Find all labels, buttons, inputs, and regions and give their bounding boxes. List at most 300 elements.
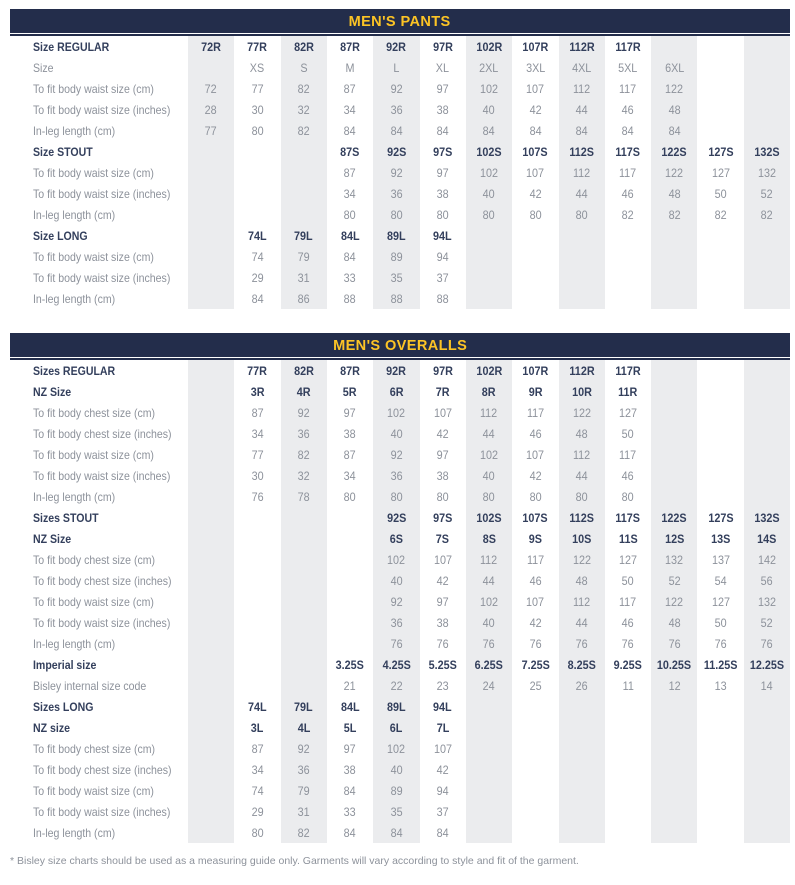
size-value: 92R bbox=[386, 363, 407, 378]
size-value: XL bbox=[436, 60, 450, 75]
size-value: 82 bbox=[297, 447, 310, 462]
size-cell bbox=[512, 675, 558, 696]
size-cell bbox=[188, 99, 234, 120]
size-cell bbox=[234, 612, 280, 633]
size-cell bbox=[651, 549, 697, 570]
size-cell bbox=[327, 162, 373, 183]
size-value: 112S bbox=[569, 144, 594, 159]
size-value: 132 bbox=[757, 594, 776, 609]
size-value: 127 bbox=[711, 594, 730, 609]
size-cell bbox=[744, 591, 790, 612]
row-label-text: To fit body chest size (cm) bbox=[33, 552, 156, 567]
size-value: 8R bbox=[482, 384, 496, 399]
row-label bbox=[10, 528, 188, 549]
size-cell bbox=[605, 246, 651, 267]
size-cell bbox=[651, 120, 697, 141]
size-cell bbox=[744, 36, 790, 57]
size-cell bbox=[373, 528, 419, 549]
size-value: 84 bbox=[436, 123, 449, 138]
size-cell bbox=[559, 738, 605, 759]
size-cell bbox=[512, 141, 558, 162]
size-cell bbox=[651, 162, 697, 183]
size-value: 42 bbox=[436, 762, 449, 777]
size-cell bbox=[281, 402, 327, 423]
size-cell bbox=[697, 162, 743, 183]
size-cell bbox=[420, 654, 466, 675]
size-cell bbox=[234, 36, 280, 57]
row-label bbox=[10, 570, 188, 591]
size-cell bbox=[281, 78, 327, 99]
size-value: 97 bbox=[436, 594, 449, 609]
size-cell bbox=[234, 288, 280, 309]
size-value: 107 bbox=[433, 741, 452, 756]
size-cell bbox=[651, 612, 697, 633]
size-cell bbox=[559, 57, 605, 78]
size-cell bbox=[697, 204, 743, 225]
row-label-text: To fit body waist size (cm) bbox=[33, 783, 154, 798]
size-value: 107 bbox=[526, 165, 545, 180]
size-value: 122 bbox=[665, 594, 684, 609]
size-value: 36 bbox=[390, 102, 403, 117]
size-value: 14S bbox=[757, 531, 777, 546]
size-value: 82 bbox=[297, 123, 310, 138]
size-cell bbox=[512, 225, 558, 246]
row-label-text: In-leg length (cm) bbox=[33, 489, 116, 504]
size-cell bbox=[744, 801, 790, 822]
size-cell bbox=[373, 465, 419, 486]
size-cell bbox=[559, 183, 605, 204]
size-value: 7R bbox=[435, 384, 450, 399]
size-cell bbox=[559, 507, 605, 528]
size-value: 122 bbox=[572, 552, 591, 567]
size-value: 46 bbox=[621, 468, 634, 483]
size-value: 97R bbox=[432, 39, 453, 54]
size-value: 107R bbox=[522, 39, 549, 54]
size-value: 12.25S bbox=[749, 657, 785, 672]
size-cell bbox=[697, 780, 743, 801]
size-cell bbox=[512, 360, 558, 381]
row-label-text: To fit body waist size (cm) bbox=[33, 594, 154, 609]
size-value: 3L bbox=[251, 720, 264, 735]
size-cell bbox=[188, 423, 234, 444]
row-label bbox=[10, 822, 188, 843]
size-cell bbox=[512, 591, 558, 612]
size-cell bbox=[327, 591, 373, 612]
size-cell bbox=[605, 99, 651, 120]
size-value: 92 bbox=[297, 405, 310, 420]
size-cell bbox=[651, 822, 697, 843]
mens-pants-table bbox=[10, 9, 790, 309]
row-label-text: To fit body waist size (inches) bbox=[33, 468, 171, 483]
size-cell bbox=[188, 120, 234, 141]
size-value: 76 bbox=[483, 636, 496, 651]
size-cell bbox=[234, 381, 280, 402]
size-cell bbox=[466, 162, 512, 183]
size-cell bbox=[281, 654, 327, 675]
size-value: 122S bbox=[661, 144, 687, 159]
size-cell bbox=[697, 675, 743, 696]
size-value: 76 bbox=[668, 636, 681, 651]
size-cell bbox=[605, 183, 651, 204]
size-value: 102S bbox=[476, 510, 502, 525]
row-label-text: In-leg length (cm) bbox=[33, 207, 116, 222]
size-value: 22 bbox=[390, 678, 403, 693]
size-cell bbox=[373, 486, 419, 507]
size-value: 5XL bbox=[618, 60, 638, 75]
size-cell bbox=[559, 204, 605, 225]
row-label bbox=[10, 120, 188, 141]
size-cell bbox=[605, 78, 651, 99]
size-value: 34 bbox=[344, 468, 357, 483]
size-cell bbox=[188, 633, 234, 654]
size-cell bbox=[188, 444, 234, 465]
size-value: 76 bbox=[251, 489, 264, 504]
size-cell bbox=[559, 381, 605, 402]
size-cell bbox=[744, 738, 790, 759]
size-value: 72 bbox=[205, 81, 218, 96]
size-cell bbox=[605, 591, 651, 612]
size-cell bbox=[651, 465, 697, 486]
row-label bbox=[10, 36, 188, 57]
size-cell bbox=[559, 570, 605, 591]
size-value: 87S bbox=[340, 144, 360, 159]
size-value: 21 bbox=[344, 678, 357, 693]
row-label bbox=[10, 225, 188, 246]
size-cell bbox=[605, 528, 651, 549]
size-cell bbox=[327, 801, 373, 822]
size-value: 82 bbox=[668, 207, 681, 222]
size-cell bbox=[466, 99, 512, 120]
size-cell bbox=[420, 507, 466, 528]
size-cell bbox=[605, 444, 651, 465]
size-cell bbox=[373, 246, 419, 267]
size-cell bbox=[744, 528, 790, 549]
size-cell bbox=[651, 204, 697, 225]
size-cell bbox=[697, 99, 743, 120]
size-cell bbox=[373, 570, 419, 591]
size-value: 97 bbox=[344, 741, 357, 756]
size-cell bbox=[697, 360, 743, 381]
size-cell bbox=[281, 507, 327, 528]
size-value: 84L bbox=[340, 699, 360, 714]
size-value: 11R bbox=[618, 384, 638, 399]
size-value: 88 bbox=[344, 291, 357, 306]
size-value: 132 bbox=[665, 552, 684, 567]
size-cell bbox=[373, 120, 419, 141]
size-cell bbox=[373, 675, 419, 696]
size-cell bbox=[373, 801, 419, 822]
size-value: 84 bbox=[621, 123, 634, 138]
size-cell bbox=[327, 225, 373, 246]
size-cell bbox=[327, 696, 373, 717]
size-cell bbox=[327, 423, 373, 444]
table-row bbox=[10, 801, 790, 822]
size-cell bbox=[420, 36, 466, 57]
table-row bbox=[10, 612, 790, 633]
size-cell bbox=[605, 465, 651, 486]
size-cell bbox=[281, 759, 327, 780]
size-cell bbox=[281, 549, 327, 570]
size-cell bbox=[697, 141, 743, 162]
row-label-text: To fit body chest size (inches) bbox=[33, 573, 172, 588]
size-value: 34 bbox=[344, 102, 357, 117]
size-value: 52 bbox=[760, 615, 773, 630]
size-cell bbox=[512, 267, 558, 288]
size-cell bbox=[281, 591, 327, 612]
size-cell bbox=[559, 801, 605, 822]
size-cell bbox=[605, 36, 651, 57]
size-value: 117 bbox=[526, 552, 544, 567]
size-cell bbox=[559, 99, 605, 120]
size-value: 35 bbox=[390, 804, 403, 819]
size-cell bbox=[188, 759, 234, 780]
size-value: 29 bbox=[251, 270, 264, 285]
size-cell bbox=[559, 120, 605, 141]
size-cell bbox=[327, 402, 373, 423]
size-cell bbox=[373, 654, 419, 675]
size-cell bbox=[373, 183, 419, 204]
row-label bbox=[10, 633, 188, 654]
table-row bbox=[10, 780, 790, 801]
size-value: 42 bbox=[436, 573, 449, 588]
size-cell bbox=[327, 57, 373, 78]
size-cell bbox=[744, 549, 790, 570]
size-cell bbox=[744, 759, 790, 780]
size-value: 50 bbox=[714, 615, 727, 630]
size-cell bbox=[281, 267, 327, 288]
size-cell bbox=[420, 612, 466, 633]
size-cell bbox=[651, 402, 697, 423]
size-value: 50 bbox=[621, 426, 634, 441]
size-value: 38 bbox=[436, 615, 449, 630]
table-row bbox=[10, 822, 790, 843]
size-cell bbox=[373, 288, 419, 309]
size-cell bbox=[281, 99, 327, 120]
size-value: 46 bbox=[621, 102, 634, 117]
size-value: 84 bbox=[344, 249, 357, 264]
size-cell bbox=[373, 162, 419, 183]
size-cell bbox=[420, 99, 466, 120]
row-label bbox=[10, 423, 188, 444]
size-value: 37 bbox=[436, 804, 449, 819]
size-cell bbox=[420, 738, 466, 759]
size-cell bbox=[466, 570, 512, 591]
size-cell bbox=[466, 507, 512, 528]
table-row bbox=[10, 246, 790, 267]
size-cell bbox=[188, 654, 234, 675]
size-value: 117 bbox=[619, 165, 637, 180]
size-cell bbox=[466, 633, 512, 654]
size-value: 12S bbox=[664, 531, 684, 546]
size-cell bbox=[697, 549, 743, 570]
size-cell bbox=[559, 267, 605, 288]
size-cell bbox=[188, 381, 234, 402]
size-value: 84 bbox=[436, 825, 449, 840]
size-cell bbox=[744, 423, 790, 444]
size-value: 112R bbox=[569, 363, 595, 378]
size-cell bbox=[697, 822, 743, 843]
size-cell bbox=[373, 141, 419, 162]
size-cell bbox=[373, 780, 419, 801]
size-value: 13 bbox=[714, 678, 727, 693]
size-value: 92 bbox=[390, 594, 403, 609]
row-label bbox=[10, 801, 188, 822]
size-cell bbox=[512, 204, 558, 225]
size-value: 38 bbox=[436, 468, 449, 483]
size-cell bbox=[234, 591, 280, 612]
size-cell bbox=[234, 120, 280, 141]
row-label bbox=[10, 78, 188, 99]
row-label-text: To fit body waist size (inches) bbox=[33, 270, 171, 285]
size-value: 42 bbox=[529, 468, 542, 483]
size-cell bbox=[605, 654, 651, 675]
size-value: 84 bbox=[344, 123, 357, 138]
size-cell bbox=[512, 465, 558, 486]
size-cell bbox=[744, 225, 790, 246]
size-value: 107 bbox=[526, 447, 545, 462]
size-cell bbox=[466, 486, 512, 507]
size-value: 80 bbox=[575, 489, 588, 504]
size-cell bbox=[420, 549, 466, 570]
size-value: 44 bbox=[575, 615, 588, 630]
size-value: M bbox=[345, 60, 355, 75]
size-cell bbox=[188, 288, 234, 309]
size-value: 34 bbox=[251, 762, 264, 777]
size-value: 11S bbox=[618, 531, 638, 546]
size-cell bbox=[559, 675, 605, 696]
size-cell bbox=[420, 183, 466, 204]
size-cell bbox=[327, 204, 373, 225]
size-cell bbox=[327, 612, 373, 633]
size-value: 102 bbox=[480, 81, 499, 96]
size-cell bbox=[327, 183, 373, 204]
size-value: 74 bbox=[251, 249, 264, 264]
table-row bbox=[10, 36, 790, 57]
size-value: 76 bbox=[621, 636, 634, 651]
size-value: 10S bbox=[572, 531, 592, 546]
size-value: 82 bbox=[621, 207, 634, 222]
size-value: 122 bbox=[572, 405, 591, 420]
size-value: 5R bbox=[343, 384, 357, 399]
size-cell bbox=[373, 99, 419, 120]
size-cell bbox=[420, 225, 466, 246]
size-value: 10.25S bbox=[657, 657, 692, 672]
size-cell bbox=[559, 402, 605, 423]
table-row bbox=[10, 486, 790, 507]
size-cell bbox=[373, 738, 419, 759]
size-value: 88 bbox=[436, 291, 449, 306]
table-row bbox=[10, 507, 790, 528]
size-value: 44 bbox=[575, 468, 588, 483]
size-cell bbox=[651, 444, 697, 465]
size-cell bbox=[373, 612, 419, 633]
size-value: 127 bbox=[711, 165, 730, 180]
size-cell bbox=[420, 717, 466, 738]
size-value: 92R bbox=[386, 39, 407, 54]
size-cell bbox=[281, 738, 327, 759]
size-cell bbox=[327, 381, 373, 402]
size-cell bbox=[420, 267, 466, 288]
size-value: 97 bbox=[344, 405, 357, 420]
size-value: 112 bbox=[480, 405, 498, 420]
size-value: 79 bbox=[297, 783, 310, 798]
size-cell bbox=[744, 822, 790, 843]
size-cell bbox=[466, 141, 512, 162]
size-value: 40 bbox=[483, 102, 496, 117]
size-cell bbox=[234, 822, 280, 843]
size-cell bbox=[512, 549, 558, 570]
size-value: 77R bbox=[247, 363, 268, 378]
size-value: 82R bbox=[293, 363, 314, 378]
table-row bbox=[10, 162, 790, 183]
size-cell bbox=[188, 738, 234, 759]
size-cell bbox=[420, 120, 466, 141]
size-cell bbox=[234, 423, 280, 444]
row-label-text: To fit body chest size (cm) bbox=[33, 405, 156, 420]
size-value: 5L bbox=[343, 720, 357, 735]
size-cell bbox=[234, 780, 280, 801]
row-label bbox=[10, 696, 188, 717]
size-value: 40 bbox=[390, 426, 403, 441]
row-label-text: In-leg length (cm) bbox=[33, 123, 116, 138]
size-value: 107 bbox=[433, 405, 452, 420]
size-value: 94 bbox=[436, 249, 449, 264]
size-cell bbox=[559, 591, 605, 612]
size-value: 142 bbox=[757, 552, 776, 567]
size-cell bbox=[281, 288, 327, 309]
size-cell bbox=[697, 267, 743, 288]
size-value: 80 bbox=[483, 489, 496, 504]
size-value: 14 bbox=[760, 678, 773, 693]
size-cell bbox=[234, 78, 280, 99]
size-value: 82 bbox=[760, 207, 773, 222]
size-cell bbox=[466, 717, 512, 738]
size-cell bbox=[651, 99, 697, 120]
size-cell bbox=[512, 759, 558, 780]
size-cell bbox=[697, 717, 743, 738]
size-value: 97S bbox=[433, 510, 453, 525]
size-cell bbox=[697, 633, 743, 654]
size-value: 2XL bbox=[479, 60, 499, 75]
size-value: 42 bbox=[529, 615, 542, 630]
size-cell bbox=[605, 633, 651, 654]
size-value: 122 bbox=[665, 165, 684, 180]
size-value: 28 bbox=[205, 102, 218, 117]
table-row bbox=[10, 402, 790, 423]
table-body bbox=[10, 34, 790, 309]
row-label bbox=[10, 402, 188, 423]
size-value: 24 bbox=[483, 678, 496, 693]
size-cell bbox=[559, 225, 605, 246]
size-cell bbox=[744, 288, 790, 309]
size-value: 33 bbox=[344, 804, 357, 819]
row-label-text: To fit body waist size (cm) bbox=[33, 249, 154, 264]
size-value: 32 bbox=[297, 468, 310, 483]
size-value: 92 bbox=[390, 81, 403, 96]
size-cell bbox=[605, 507, 651, 528]
size-value: 84 bbox=[668, 123, 681, 138]
row-label bbox=[10, 99, 188, 120]
size-cell bbox=[744, 381, 790, 402]
size-cell bbox=[466, 36, 512, 57]
size-cell bbox=[744, 507, 790, 528]
size-cell bbox=[188, 141, 234, 162]
size-cell bbox=[651, 801, 697, 822]
size-cell bbox=[512, 381, 558, 402]
size-value: 76 bbox=[436, 636, 449, 651]
size-cell bbox=[744, 204, 790, 225]
size-value: 9R bbox=[528, 384, 543, 399]
